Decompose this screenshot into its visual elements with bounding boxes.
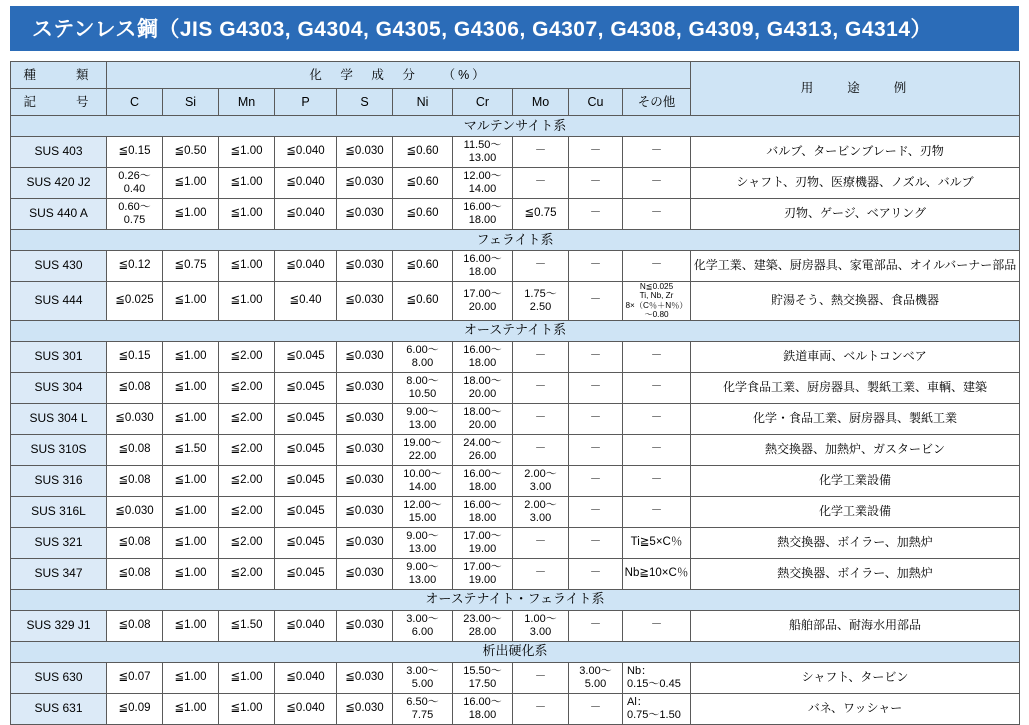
cell-si: ≦1.00 [163,610,219,641]
header-composition-label: 化 学 成 分 （%） [309,67,488,82]
cell-other: － [623,341,691,372]
cell-cu: － [569,199,623,230]
table-header [11,62,1020,116]
cell-other: － [623,465,691,496]
cell-mo: － [513,403,569,434]
cell-ni: ≦0.60 [393,251,453,282]
cell-p: ≦0.045 [275,527,337,558]
cell-c: ≦0.07 [107,662,163,693]
cell-mn: ≦2.00 [219,465,275,496]
cell-other: N≦0.025 Ti, Nb, Zr 8×（C％＋N％）～0.80 [623,282,691,321]
cell-mo: － [513,341,569,372]
group-header-row [11,320,1020,341]
cell-cr: 17.00～ 19.00 [453,527,513,558]
grade-symbol: SUS 304 L [11,403,107,434]
grade-symbol: SUS 347 [11,558,107,589]
cell-si: ≦1.00 [163,403,219,434]
cell-si: ≦1.00 [163,372,219,403]
header-element-ni: Ni [393,89,453,116]
cell-cu: － [569,372,623,403]
cell-mn: ≦2.00 [219,527,275,558]
cell-cr: 17.00～ 20.00 [453,282,513,321]
grade-symbol: SUS 630 [11,662,107,693]
cell-other: － [623,137,691,168]
grade-symbol: SUS 631 [11,693,107,724]
header-element-mn: Mn [219,89,275,116]
page-container [0,6,1029,721]
grade-symbol: SUS 316L [11,496,107,527]
cell-ni: 10.00～ 14.00 [393,465,453,496]
cell-use: シャフト、タービン [691,662,1020,693]
cell-si: ≦1.00 [163,199,219,230]
cell-mn: ≦1.00 [219,662,275,693]
cell-c: ≦0.030 [107,496,163,527]
cell-mo: － [513,372,569,403]
page-title: ステンレス鋼（JIS G4303, G4304, G4305, G4306, G4307, G4308, G4309, G4313, G4314） [10,6,1019,51]
group-name: オーステナイト・フェライト系 [11,589,1020,610]
cell-s: ≦0.030 [337,527,393,558]
cell-mo: － [513,558,569,589]
cell-use: 化学工業設備 [691,496,1020,527]
cell-si: ≦0.50 [163,137,219,168]
cell-cr: 16.00～ 18.00 [453,251,513,282]
cell-c: ≦0.08 [107,465,163,496]
cell-s: ≦0.030 [337,341,393,372]
cell-s: ≦0.030 [337,137,393,168]
cell-p: ≦0.045 [275,465,337,496]
cell-s: ≦0.030 [337,168,393,199]
cell-si: ≦1.00 [163,341,219,372]
cell-mo: 1.00～ 3.00 [513,610,569,641]
cell-s: ≦0.030 [337,693,393,724]
cell-mo: ≦0.75 [513,199,569,230]
cell-c: ≦0.08 [107,372,163,403]
cell-cr: 17.00～ 19.00 [453,558,513,589]
table-row [11,662,1020,693]
cell-cr: 18.00～ 20.00 [453,372,513,403]
cell-ni: 3.00～ 5.00 [393,662,453,693]
cell-s: ≦0.030 [337,434,393,465]
cell-cu: － [569,527,623,558]
header-composition [107,62,691,89]
cell-p: ≦0.40 [275,282,337,321]
cell-other: － [623,168,691,199]
cell-ni: 9.00～ 13.00 [393,558,453,589]
cell-si: ≦1.00 [163,693,219,724]
cell-cr: 18.00～ 20.00 [453,403,513,434]
cell-p: ≦0.040 [275,251,337,282]
cell-si: ≦1.50 [163,434,219,465]
cell-c: ≦0.12 [107,251,163,282]
cell-cu: － [569,137,623,168]
cell-mo: － [513,251,569,282]
cell-si: ≦1.00 [163,282,219,321]
cell-cu: － [569,465,623,496]
cell-cu: － [569,282,623,321]
grade-symbol: SUS 321 [11,527,107,558]
table-row [11,610,1020,641]
group-name: フェライト系 [11,230,1020,251]
cell-use: バネ、ワッシャー [691,693,1020,724]
cell-ni: 8.00～ 10.50 [393,372,453,403]
cell-si: ≦1.00 [163,496,219,527]
cell-s: ≦0.030 [337,251,393,282]
group-header-row [11,641,1020,662]
cell-s: ≦0.030 [337,199,393,230]
cell-cr: 11.50～ 13.00 [453,137,513,168]
group-header-row [11,589,1020,610]
cell-ni: 9.00～ 13.00 [393,403,453,434]
cell-mn: ≦2.00 [219,341,275,372]
cell-use: 化学工業設備 [691,465,1020,496]
cell-cu: － [569,610,623,641]
header-element-cr: Cr [453,89,513,116]
grade-symbol: SUS 301 [11,341,107,372]
cell-other: Al： 0.75～1.50 [623,693,691,724]
header-use [691,62,1020,116]
cell-c: ≦0.15 [107,137,163,168]
cell-p: ≦0.040 [275,199,337,230]
header-element-c: C [107,89,163,116]
cell-p: ≦0.040 [275,693,337,724]
cell-mn: ≦1.50 [219,610,275,641]
cell-cr: 23.00～ 28.00 [453,610,513,641]
cell-p: ≦0.040 [275,137,337,168]
cell-si: ≦1.00 [163,662,219,693]
cell-mn: ≦2.00 [219,434,275,465]
cell-cu: － [569,496,623,527]
table-row [11,434,1020,465]
cell-mo: － [513,527,569,558]
cell-other: Ti≧5×C％ [623,527,691,558]
table-row [11,372,1020,403]
cell-use: 化学・食品工業、厨房器具、製紙工業 [691,403,1020,434]
cell-cu: 3.00～ 5.00 [569,662,623,693]
table-row [11,465,1020,496]
cell-cr: 16.00～ 18.00 [453,465,513,496]
cell-s: ≦0.030 [337,465,393,496]
cell-ni: 6.00～ 8.00 [393,341,453,372]
cell-s: ≦0.030 [337,372,393,403]
cell-use: 刃物、ゲージ、ベアリング [691,199,1020,230]
cell-mn: ≦1.00 [219,137,275,168]
cell-si: ≦0.75 [163,251,219,282]
cell-use: 熱交換器、ボイラー、加熱炉 [691,558,1020,589]
cell-cu: － [569,693,623,724]
cell-si: ≦1.00 [163,465,219,496]
cell-c: 0.60～ 0.75 [107,199,163,230]
cell-c: ≦0.025 [107,282,163,321]
header-element-si: Si [163,89,219,116]
cell-s: ≦0.030 [337,610,393,641]
steel-grades-table [10,61,1020,725]
header-element-s: S [337,89,393,116]
table-row [11,282,1020,321]
cell-p: ≦0.045 [275,434,337,465]
cell-si: ≦1.00 [163,558,219,589]
cell-other: － [623,251,691,282]
cell-mo: － [513,434,569,465]
grade-symbol: SUS 420 J2 [11,168,107,199]
header-element-p: P [275,89,337,116]
table-row [11,527,1020,558]
cell-c: ≦0.08 [107,558,163,589]
cell-mn: ≦2.00 [219,372,275,403]
cell-mn: ≦1.00 [219,693,275,724]
group-header-row [11,116,1020,137]
cell-s: ≦0.030 [337,558,393,589]
cell-ni: 9.00～ 13.00 [393,527,453,558]
group-name: オーステナイト系 [11,320,1020,341]
cell-mo: 2.00～ 3.00 [513,496,569,527]
cell-cr: 16.00～ 18.00 [453,693,513,724]
cell-cu: － [569,168,623,199]
cell-mn: ≦1.00 [219,282,275,321]
grade-symbol: SUS 304 [11,372,107,403]
cell-other: － [623,610,691,641]
cell-p: ≦0.045 [275,496,337,527]
cell-other: Nb≧10×C％ [623,558,691,589]
cell-mn: ≦2.00 [219,496,275,527]
table-row [11,403,1020,434]
grade-symbol: SUS 444 [11,282,107,321]
cell-ni: 19.00～ 22.00 [393,434,453,465]
header-kind-label: 種 類 [23,67,94,82]
grade-symbol: SUS 440 A [11,199,107,230]
header-element-other: その他 [623,89,691,116]
cell-mn: ≦1.00 [219,199,275,230]
cell-cu: － [569,403,623,434]
cell-p: ≦0.040 [275,662,337,693]
table-row [11,199,1020,230]
header-symbol-label: 記 号 [23,94,94,109]
cell-other: － [623,372,691,403]
cell-mo: － [513,662,569,693]
header-symbol [11,89,107,116]
cell-cr: 16.00～ 18.00 [453,199,513,230]
table-row [11,496,1020,527]
cell-mn: ≦2.00 [219,403,275,434]
cell-p: ≦0.045 [275,403,337,434]
cell-cr: 15.50～ 17.50 [453,662,513,693]
cell-c: 0.26～ 0.40 [107,168,163,199]
cell-si: ≦1.00 [163,527,219,558]
cell-mn: ≦1.00 [219,251,275,282]
cell-use: 熱交換器、ボイラー、加熱炉 [691,527,1020,558]
cell-c: ≦0.08 [107,610,163,641]
cell-s: ≦0.030 [337,662,393,693]
cell-use: 熱交換器、加熱炉、ガスタービン [691,434,1020,465]
cell-ni: ≦0.60 [393,199,453,230]
group-header-row [11,230,1020,251]
cell-ni: ≦0.60 [393,168,453,199]
table-body [11,116,1020,725]
cell-use: 化学食品工業、厨房器具、製紙工業、車輌、建築 [691,372,1020,403]
cell-other: － [623,434,691,465]
cell-p: ≦0.045 [275,341,337,372]
cell-ni: ≦0.60 [393,137,453,168]
table-row [11,341,1020,372]
cell-use: バルブ、タービンブレード、刃物 [691,137,1020,168]
grade-symbol: SUS 403 [11,137,107,168]
cell-use: 船舶部品、耐海水用部品 [691,610,1020,641]
cell-mn: ≦2.00 [219,558,275,589]
header-element-mo: Mo [513,89,569,116]
cell-other: － [623,199,691,230]
table-row [11,558,1020,589]
table-row [11,168,1020,199]
cell-mo: － [513,137,569,168]
header-use-label: 用 途 例 [800,81,910,96]
cell-use: 貯湯そう、熱交換器、食品機器 [691,282,1020,321]
group-name: 析出硬化系 [11,641,1020,662]
cell-s: ≦0.030 [337,403,393,434]
grade-symbol: SUS 316 [11,465,107,496]
cell-si: ≦1.00 [163,168,219,199]
cell-cr: 16.00～ 18.00 [453,341,513,372]
cell-p: ≦0.045 [275,558,337,589]
cell-c: ≦0.15 [107,341,163,372]
cell-mo: 1.75～ 2.50 [513,282,569,321]
cell-ni: ≦0.60 [393,282,453,321]
cell-cu: － [569,558,623,589]
cell-other: － [623,403,691,434]
cell-cu: － [569,434,623,465]
cell-c: ≦0.08 [107,527,163,558]
cell-mo: 2.00～ 3.00 [513,465,569,496]
cell-ni: 3.00～ 6.00 [393,610,453,641]
cell-cr: 24.00～ 26.00 [453,434,513,465]
cell-cu: － [569,341,623,372]
header-element-cu: Cu [569,89,623,116]
cell-cr: 16.00～ 18.00 [453,496,513,527]
cell-use: 鉄道車両、ベルトコンベア [691,341,1020,372]
header-kind [11,62,107,89]
cell-c: ≦0.09 [107,693,163,724]
grade-symbol: SUS 430 [11,251,107,282]
cell-other: － [623,496,691,527]
cell-mo: － [513,168,569,199]
cell-c: ≦0.08 [107,434,163,465]
grade-symbol: SUS 329 J1 [11,610,107,641]
cell-ni: 6.50～ 7.75 [393,693,453,724]
grade-symbol: SUS 310S [11,434,107,465]
cell-c: ≦0.030 [107,403,163,434]
cell-other: Nb： 0.15～0.45 [623,662,691,693]
cell-p: ≦0.045 [275,372,337,403]
cell-s: ≦0.030 [337,496,393,527]
group-name: マルテンサイト系 [11,116,1020,137]
cell-ni: 12.00～ 15.00 [393,496,453,527]
cell-mo: － [513,693,569,724]
cell-p: ≦0.040 [275,610,337,641]
cell-cr: 12.00～ 14.00 [453,168,513,199]
table-row [11,251,1020,282]
cell-cu: － [569,251,623,282]
cell-p: ≦0.040 [275,168,337,199]
cell-use: 化学工業、建築、厨房器具、家電部品、オイルバーナー部品 [691,251,1020,282]
table-row [11,137,1020,168]
cell-use: シャフト、刃物、医療機器、ノズル、バルブ [691,168,1020,199]
table-row [11,693,1020,724]
cell-mn: ≦1.00 [219,168,275,199]
cell-s: ≦0.030 [337,282,393,321]
